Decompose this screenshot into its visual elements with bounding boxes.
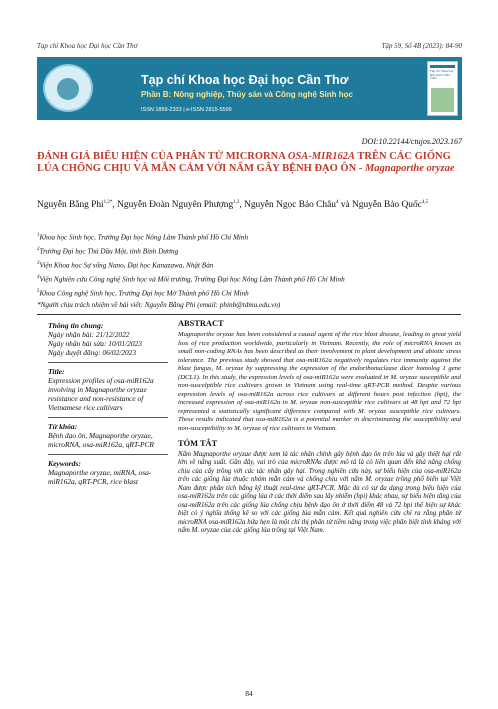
article-info-heading: Thông tin chung:	[48, 321, 104, 330]
corresponding-author: *Người chịu trách nhiệm về bài viết: Nguyễn Bằng Phi (email: phinb@tdmu.edu.vn)	[37, 300, 281, 309]
affiliation: $^5$Khoa Công nghệ Sinh học, Trường Đại học Mở Thành phố Hồ Chí Minh	[37, 288, 249, 298]
en-title-text: Expression profiles of osa-miR162a involving in Magnaporthe oryzae resistance and non-resistance of Vietnamese rice cultivars	[48, 376, 154, 412]
vi-keywords-text: Bệnh đạo ôn, Magnaporthe oryzae, microRNA, osa-miR162a, qRT-PCR	[48, 431, 154, 449]
page-number: 84	[245, 689, 253, 698]
divider	[48, 454, 168, 455]
title-part2: TRÊN CÁC GIỐNG LÚA CHỐNG CHỊU VÀ MẪN CẢM VỚI NẤM GÂY BỆNH ĐẠO ÔN -	[37, 151, 451, 174]
author-list	[37, 197, 457, 212]
title-part1: ĐÁNH GIÁ BIỂU HIỆN CỦA PHÂN TỬ MICRORNA	[37, 151, 288, 162]
title-gene: OSA-MIR162A	[287, 151, 355, 162]
banner-journal-name: Tạp chí Khoa học Đại học Cần Thơ	[141, 73, 349, 87]
header-divider	[37, 314, 461, 315]
affiliations	[37, 230, 467, 312]
running-header-journal: Tạp chí Khoa học Đại học Cần Thơ	[37, 42, 138, 50]
cover-text: Tạp chí Khoa học ĐẠI HỌC CẦN THƠ	[430, 69, 454, 81]
vi-keywords-heading: Từ khóa:	[48, 422, 78, 431]
banner-issn: ISSN 1859-2333 | e-ISSN 2815-5599	[141, 107, 232, 113]
abstract-column	[178, 319, 461, 536]
journal-banner	[37, 57, 462, 120]
banner-section: Phần B: Nông nghiệp, Thủy sản và Công nghệ Sinh học	[141, 90, 353, 99]
affiliation: $^2$Trường Đại học Thủ Dầu Một, tỉnh Bình Dương	[37, 246, 179, 256]
article-title	[37, 151, 457, 175]
tom-tat-text: Nấm Magnaporthe oryzae được xem là tác nhân chính gây bệnh đạo ôn trên lúa và gây thiệt hại rất lớn về năng suất. Gần đây, vai trò của microRNAs được mô tả là có liên quan đến khả năng chống chịu của cây trồng với các tác nhân gây hại. Trong nghiên cứu này, sự biểu hiện của osa-miR162a trên các giống lúa thuộc nhóm mẫn cảm và chống chịu với nấm M. oryzae trồng phổ biến tại Việt Nam được phân tích bằng kỹ thuật real-time qRT-PCR. Mặc dù có sự đa dạng trong biểu hiện của osa-miR162a trên các giống lúa ở các thời điểm sau lây nhiễm (hpi) khác nhau, sự biểu hiện tăng của osa-miR162a trên các giống lúa chống chịu bệnh đạo ôn ở thời điểm 48 và 72 hpi thể hiện sự khác biệt có ý nghĩa thống kê so với các giống lúa mẫn cảm. Kết quả nghiên cứu chỉ ra rằng phân tử microRNA osa-miR162a hứa hẹn là một chỉ thị phân tử tiềm năng trong việc phân biệt tính kháng với nấm M. oryzae của các giống lúa trồng tại Việt Nam.	[178, 450, 461, 535]
journal-cover-thumbnail	[427, 61, 458, 116]
revised-date: Ngày nhận bài sửa: 10/01/2023	[48, 339, 142, 348]
received-date: Ngày nhận bài: 21/12/2022	[48, 330, 130, 339]
divider	[48, 362, 168, 363]
en-title-heading: Title:	[48, 367, 65, 376]
en-keywords-heading: Keywords:	[48, 459, 81, 468]
divider	[48, 417, 168, 418]
en-keywords-text: Magnaporthe oryzae, miRNA, osa-miR162a, qRT-PCR, rice blast	[48, 468, 152, 486]
affiliation: $^3$Viện Khoa học Sự sống Nano, Đại học Kanazawa, Nhật Bản	[37, 260, 214, 270]
author: Nguyễn Bảo Quốc$^{4,5}$	[352, 200, 429, 211]
accepted-date: Ngày duyệt đăng: 06/02/2023	[48, 348, 137, 357]
affiliation: $^1$Khoa học Sinh học, Trường Đại học Nông Lâm Thành phố Hồ Chí Minh	[37, 233, 249, 242]
abstract-heading: ABSTRACT	[178, 319, 224, 328]
tom-tat-heading: TÓM TẮT	[178, 438, 218, 448]
author: Nguyễn Ngọc Bảo Châu$^4$ và	[244, 200, 353, 211]
doi: DOI:10.22144/ctujos.2023.167	[361, 137, 462, 146]
cover-image	[431, 88, 454, 112]
article-info-column	[48, 321, 168, 486]
author: Nguyễn Đoàn Nguyên Phượng$^{1,3}$,	[117, 200, 245, 211]
affiliation: $^4$Viện Nghiên cứu Công nghệ Sinh học và Môi trường, Trường Đại học Nông Lâm Thành phố Hồ Chí Minh	[37, 274, 345, 284]
university-logo-icon	[43, 64, 93, 112]
abstract-text: Magnaporthe oryzae has been considered a causal agent of the rice blast disease, leading to great yield loss of rice production worldwide, particularly in Vietnam. Recently, the role of microRNA known as small non-coding RNAs has been described as their involvement in plant development and abiotic stress tolerance. The previous study showed that osa-miR162a negatively regulates rice immunity against the blast fungus, M. oryzae by suppressing the expression of the endoribonuclease dicer homolog 1 gene (DCL1). In this study, the expression levels of osa-miR162a were evaluated in M. oryzae susceptible and non-suscelptible rice cultivars grown in Vietnam using real-time qRT-PCR method. Despite various expression levels of osa-miR162a across rice cultivars at different hours post infection (hpi), the increased expression of osa-miR162a in M. oryzae non-susceptible rice cultivars at 48 hpi and 72 hpi represented a statistically significant difference compared with M. oryzae susceptible rice cultivars. These results indicated that osa-miR162a is a potential marker in discriminating the susceptibility and non-susceptibility to M. oryzae of rice cultivars in Vietnam.	[178, 331, 461, 433]
author: Nguyễn Bằng Phi$^{1,2*}$,	[37, 200, 118, 211]
running-header-volume: Tập 59, Số 4B (2023): 84-90	[381, 42, 462, 50]
title-organism: Magnaporthe oryzae	[364, 163, 455, 174]
